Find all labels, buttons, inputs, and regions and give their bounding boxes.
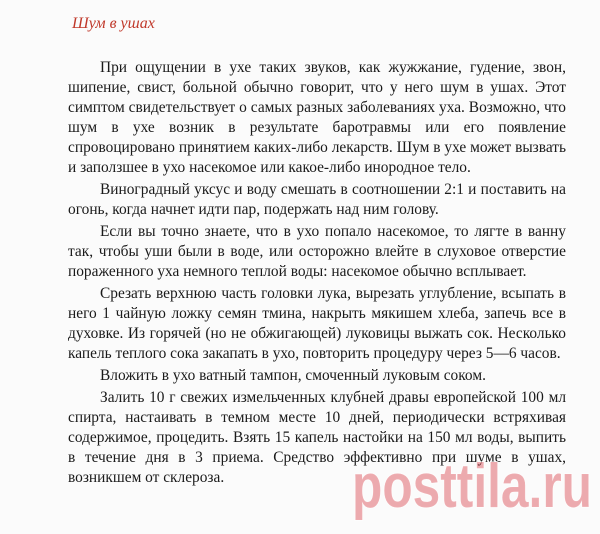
- document-title: Шум в ушах: [72, 15, 155, 32]
- document-body: [68, 58, 566, 490]
- paragraph-remedy-cotton-swab: Вложить в ухо ватный тампон, смоченный луковым соком.: [100, 367, 486, 384]
- watermark-text: posttila.ru: [352, 452, 592, 521]
- paragraph-remedy-onion-cumin: Срезать верхнюю часть головки лука, вырезать углубление, всыпать в него 1 чайную ложку семян тмина, накрыть мякишем хлеба, запечь все в духовке. Из горячей (но не обжигающей) луковицы выжать сок. Несколько капель теплого сока закапать в ухо, повторить процедуру через 5—6 часов.: [68, 285, 566, 362]
- paragraph-intro: При ощущении в ухе таких звуков, как жужжание, гудение, звон, шипение, свист, больной обычно говорит, что у него шум в ушах. Этот симптом свидетельствует о самых разных заболеваниях уха. Возможно, что шум в ухе возник в результате баротравмы или его появление спровоцировано принятием каких-либо лекарств. Шум в ухе может вызвать и заползшее в ухо насекомое или какое-либо инородное тело.: [68, 59, 566, 176]
- paragraph-remedy-tincture: Залить 10 г свежих измельченных клубней дравы европейской 100 мл спирта, настаивать в темном месте 10 дней, периодически встряхивая содержимое, процедить. Взять 15 капель настойки на 150 мл воды, выпить в течение дня в 3 приема. Средство эффективно при шуме в ушах, возникшем от склероза.: [68, 389, 566, 486]
- paragraph-remedy-insect: Если вы точно знаете, что в ухо попало насекомое, то лягте в ванну так, чтобы уши были в воде, или осторожно влейте в слуховое отверстие пораженного уха немного теплой воды: насекомое обычно всплывает.: [68, 223, 566, 280]
- paragraph-remedy-vinegar: Виноградный уксус и воду смешать в соотношении 2:1 и поставить на огонь, когда начнет идти пар, подержать над ним голову.: [68, 181, 566, 218]
